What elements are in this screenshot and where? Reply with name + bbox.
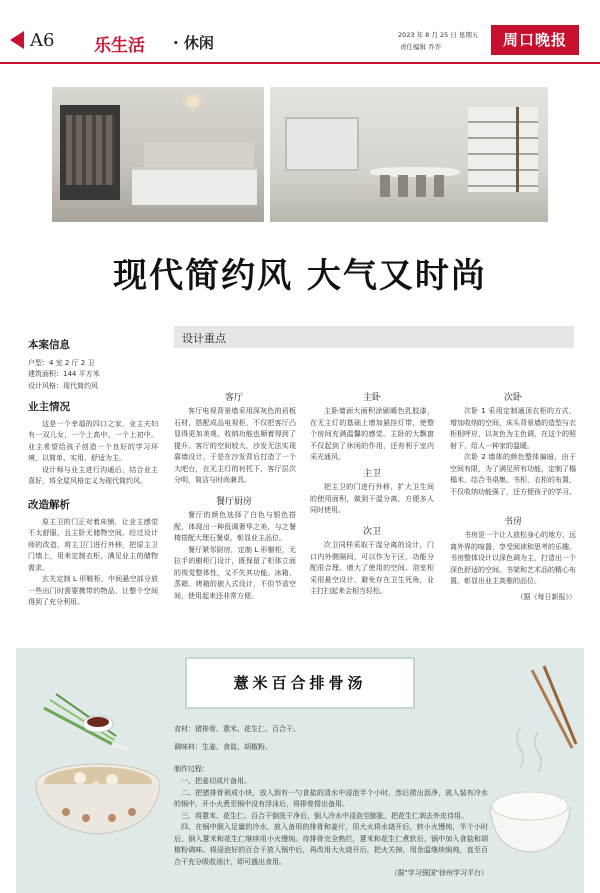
second-bedroom-text: [450, 406, 576, 498]
newspaper-logo: 周口晚报: [491, 25, 579, 55]
study-text: 书房是一个让人放松身心的地方，远离外界的喧嚣，享受阅读和思考的乐趣。书房整体设计以深色调为主，打造出一个深色舒适的空间。书架和艺术品的精心布置，彰显出业主高雅的品位。: [450, 531, 576, 585]
reform-title: 改造解析: [28, 499, 70, 511]
chairs-image: [380, 175, 450, 197]
owner-paragraph: 这是一个幸福的四口之家，业主夫妇有一双儿女，一个上高中、一个上初中。业主希望给孩子创造一个良好的学习环境，以简单、实用、舒适为主。: [28, 419, 158, 462]
headline: 现代简约风 大气又时尚: [113, 256, 487, 296]
reform-section: [28, 500, 158, 609]
recipe-source: （据"学习强国"徐州学习平台）: [390, 869, 488, 877]
shelf-image: [468, 107, 538, 192]
page-marker-icon: [10, 31, 24, 49]
soup-bowl-icon: [36, 764, 160, 834]
living-room-title: 客厅: [224, 393, 243, 403]
basic-info-line: 户型：4 室 2 厅 2 卫: [28, 358, 95, 367]
dining-paragraph: 餐厅的颜色选择了白色与银色搭配，体现出一种低调奢华之美，与之餐椅搭配大理石餐桌，彰显业主品位。: [174, 511, 296, 542]
article-source: （据《每日新报》）: [516, 593, 576, 601]
dining-kitchen-title: 餐厅厨房: [215, 497, 252, 507]
recipe-step: 三、将薏米、花生仁、百合干倒洗干净后，倒入冷水中浸泡至膨胀，把花生仁剥去外皮待用。: [181, 811, 468, 820]
header-rule: [0, 62, 600, 64]
recipe-title: 薏米百合排骨汤: [185, 657, 415, 709]
sauce-bowl-icon: [83, 716, 113, 732]
recipe-step: 四、在锅中倒入足量的冷水，放入备用的排骨和姜片，用大火将水烧开后，转小火慢炖，半个小时后，倒入薏米和花生仁继续用小火慢炖。待排骨完全熟烂，薏米和花生仁煮软后，锅中加入食盐和胡椒粉调味。将浸泡好的百合干放入锅中后，再改用大火烧开后，把火关掉，用余温继续焖炖，直至百合干充分吸收汤汁，即可盛出食用。: [174, 823, 488, 866]
master-bath-text: 把主卫的门进行外移，扩大卫生间的使用面积，做到干湿分离，方便多人同时使用。: [310, 483, 434, 514]
recipe-steps-label: 制作过程：: [174, 765, 209, 773]
bedroom-photo: [52, 87, 264, 222]
headboard-image: [144, 142, 254, 170]
second-bath-text: 次卫同样采取干湿分离的设计，门口内外侧隔间，可以作为干区，功能分配很合理。增大了使用的空间。浴室柜采用悬空设计，避免存在卫生死角，业主打扫起来会相当轻松。: [310, 541, 434, 595]
lamp-image: [187, 97, 199, 107]
basic-info: [28, 340, 158, 392]
bedroom2-paragraph: 次卧 2 墙体的颜色整体偏暗，由于空间有限，为了满足所有功能，定制了榻榻米，结合书桌集、书柜、衣柜的布置，不仅收纳功能强了，还方便孩子的学习。: [450, 453, 576, 496]
page-header: [0, 0, 600, 68]
page-number: A6: [30, 30, 55, 51]
living-room-photo: [270, 87, 548, 222]
design-points-bar: [174, 326, 574, 348]
reform-paragraph: 原主卫的门正对着床铺，让业主感觉不太舒服，且主卧无储物空间。经过设计师的改造，将主卫门进行外移，把原主卫门墙上，用来定制衣柜，满足业主的储物需求。: [28, 517, 158, 572]
kitchen-paragraph: 餐厅紧邻厨房，定制 L 形橱柜，无拉手的橱柜门设计，既保留了柜体立面的视觉整体性，又不失其功能。冰箱、蒸箱、烤箱的嵌入式设计，不但节省空间，使用起来还非常方便。: [174, 545, 296, 600]
master-bedroom-text: 主卧墙面大面积涂刷暖色乳胶漆，在无主灯的基础上增加悬挂灯带，使整个房间充满温馨的感觉。主卧的大飘窗不仅起到了休闲的作用，还有利于室内采光通风。: [310, 407, 434, 461]
bedroom1-paragraph: 次卧 1 采用定制通顶衣柜的方式，增加收纳的空间，床头背景墙的造型与衣柜相呼应，以灰色为主色调，在这个的照射下，给人一种家的温暖。: [450, 407, 576, 450]
recipe-steps: [174, 776, 488, 880]
rice-bowl-icon: [490, 728, 570, 852]
editor-line: 责任编辑 乔乔: [400, 43, 442, 51]
design-points-title: 设计重点: [182, 332, 226, 345]
basic-info-title: 本案信息: [28, 339, 70, 351]
subsection-title: · 休闲: [173, 34, 214, 52]
reform-paragraph: 玄关定制 L 形鞋柜，中间悬空部分放一些出门时需要携带的物品，让整个空间得到了充分利用。: [28, 575, 158, 606]
study-title: 书房: [503, 517, 522, 527]
recipe-ingredients: 食材：猪排骨、薏米、花生仁、百合干。: [174, 725, 300, 733]
wardrobe-image: [60, 105, 120, 200]
owner-paragraph: 设计师与业主进行沟通后，结合业主喜好，将全屋风格定义为现代简约风。: [28, 465, 158, 485]
recipe-step: 二、把猪排骨剁成小块，放入到有一勺食盐的清水中浸泡半个小时，然后捞出沥净，放入装有冷水的锅中，开小火煮至锅中没有浮沫后，将排骨捞出备用。: [174, 788, 488, 808]
chopsticks-icon: [532, 666, 576, 748]
master-bath-title: 主卫: [362, 469, 381, 479]
tv-wall-image: [285, 117, 359, 171]
second-bath-title: 次卫: [362, 527, 381, 537]
basic-info-line: 设计风格：现代简约风: [28, 381, 98, 390]
recipe-seasoning: 调味料：生姜、食盐、胡椒粉。: [174, 743, 272, 751]
basic-info-line: 建筑面积：144 平方米: [28, 370, 100, 378]
recipe-step: 一、把姜切成片备用。: [181, 777, 251, 785]
section-title: 乐生活: [94, 36, 145, 56]
bed-image: [132, 167, 257, 205]
master-bedroom-title: 主卧: [362, 393, 381, 403]
living-room-text: 客厅电视背景墙采用深灰色的岩板石材，搭配成品电视柜，不仅把客厅凸显得更加美观，收纳功能也顺着得到了提升。客厅的空间较大，沙发无法实现靠墙设计，于是在沙发背后打造了一个大吧台，在无主灯的衬托下，客厅层次分明，简洁与时尚兼具。: [174, 407, 296, 484]
owner-title: 业主情况: [28, 401, 70, 413]
second-bedroom-title: 次卧: [503, 393, 522, 403]
owner-section: [28, 402, 158, 488]
issue-date: 2023 年 8 月 25 日 星期五: [398, 31, 479, 39]
dining-kitchen-text: [174, 510, 296, 602]
